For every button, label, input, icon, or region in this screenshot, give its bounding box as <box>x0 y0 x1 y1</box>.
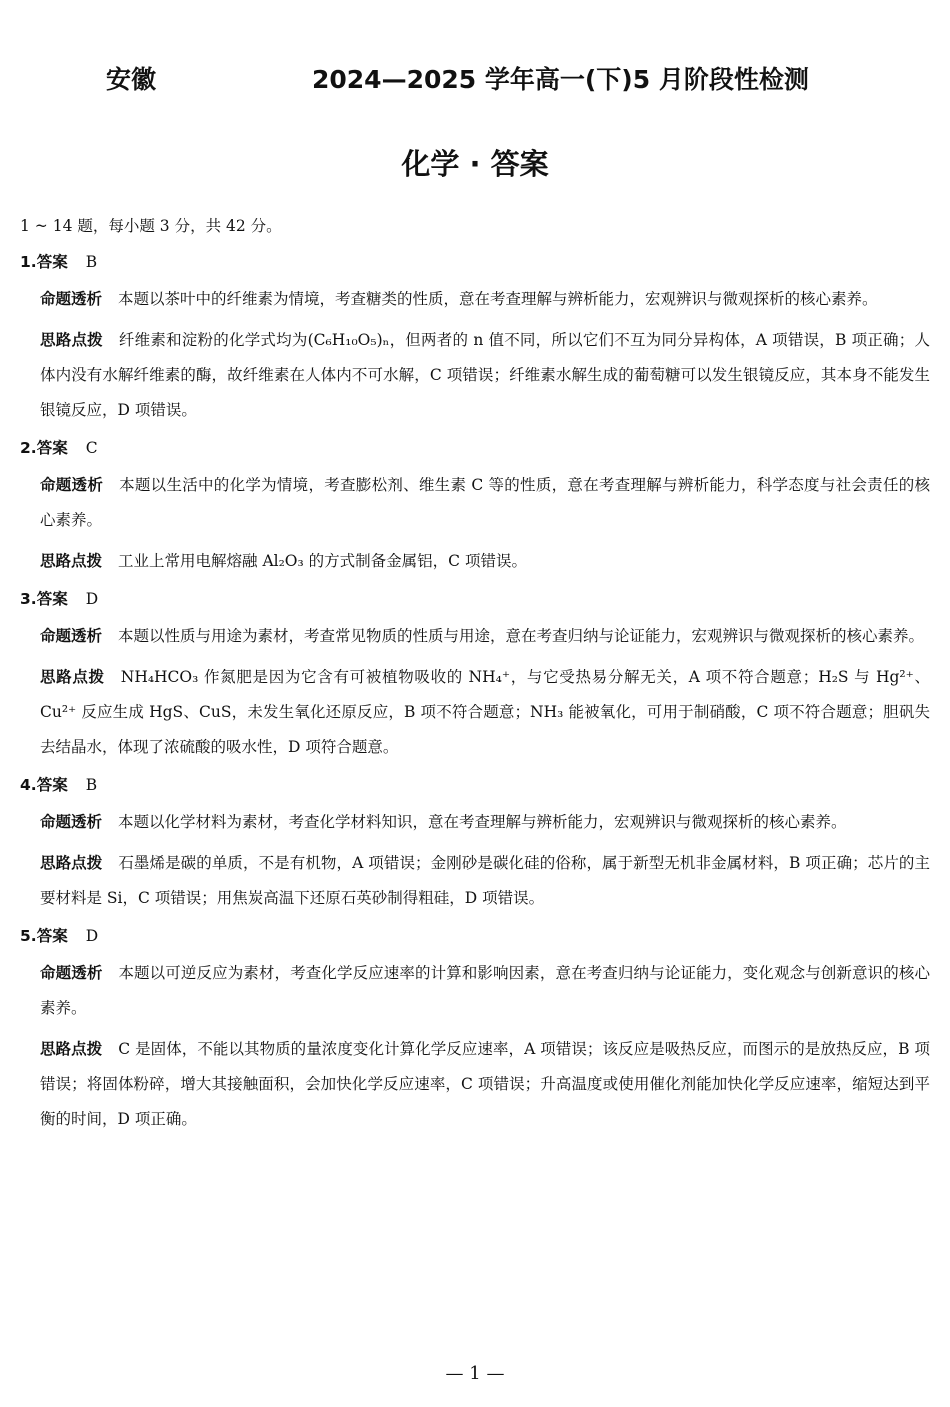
analysis-text: 本题以可逆反应为素材，考查化学反应速率的计算和影响因素，意在考查归纳与论证能力，变化观念与创新意识的核心素养。 <box>40 964 930 1017</box>
question-number: 1. <box>20 253 37 271</box>
answer-content <box>20 212 930 1143</box>
hint-label: 思路点拨 <box>40 1040 103 1058</box>
analysis-label: 命题透析 <box>40 290 103 308</box>
hint-text: 工业上常用电解熔融 Al₂O₃ 的方式制备金属铝，C 项错误。 <box>118 552 527 570</box>
answer-value: D <box>85 590 99 608</box>
hint-label: 思路点拨 <box>40 854 103 872</box>
answer-value: D <box>85 927 99 945</box>
answer-label: 答案 <box>36 439 68 457</box>
analysis-text: 本题以茶叶中的纤维素为情境，考查糖类的性质，意在考查理解与辨析能力，宏观辨识与微观探析的核心素养。 <box>118 290 878 308</box>
question-number: 4. <box>20 776 37 794</box>
analysis-label: 命题透析 <box>40 476 104 494</box>
question-3 <box>20 585 930 765</box>
analysis-text: 本题以性质与用途为素材，考查常见物质的性质与用途，意在考查归纳与论证能力，宏观辨识与微观探析的核心素养。 <box>118 627 925 645</box>
hint-text: C 是固体，不能以其物质的量浓度变化计算化学反应速率，A 项错误；该反应是吸热反应，而图示的是放热反应，B 项错误；将固体粉碎，增大其接触面积，会加快化学反应速率，C 项错误；升高温度或使用催化剂能加快化学反应速率，缩短达到平衡的时间，D 项正确。 <box>40 1040 930 1128</box>
hint-text: 石墨烯是碳的单质，不是有机物，A 项错误；金刚砂是碳化硅的俗称，属于新型无机非金属材料，B 项正确；芯片的主要材料是 Si，C 项错误；用焦炭高温下还原石英砂制得粗硅，D 项错误。 <box>40 854 930 907</box>
question-number: 3. <box>20 590 37 608</box>
exam-region: 安徽 <box>106 65 157 94</box>
question-number: 2. <box>20 439 37 457</box>
analysis-text: 本题以生活中的化学为情境，考查膨松剂、维生素 C 等的性质，意在考查理解与辨析能力，科学态度与社会责任的核心素养。 <box>40 476 930 529</box>
section-intro: 1 ~ 14 题，每小题 3 分，共 42 分。 <box>20 217 282 235</box>
answer-value: C <box>85 439 98 457</box>
answer-label: 答案 <box>36 253 68 271</box>
hint-label: 思路点拨 <box>40 552 103 570</box>
hint-text: NH₄HCO₃ 作氮肥是因为它含有可被植物吸收的 NH₄⁺，与它受热易分解无关，A 项不符合题意；H₂S 与 Hg²⁺、Cu²⁺ 反应生成 HgS、CuS，未发生氧化还原反应，B 项不符合题意；NH₃ 能被氧化，可用于制硝酸，C 项不符合题意；胆矾失去结晶水，体现了浓硫酸的吸水性，D 项符合题意。 <box>40 668 930 756</box>
subject-title: 化学 · 答案 <box>401 147 549 181</box>
header <box>0 60 950 100</box>
answer-label: 答案 <box>36 590 68 608</box>
answer-label: 答案 <box>36 927 68 945</box>
exam-title: 2024—2025 学年高一(下)5 月阶段性检测 <box>312 65 809 94</box>
analysis-text: 本题以化学材料为素材，考查化学材料知识，意在考查理解与辨析能力，宏观辨识与微观探析的核心素养。 <box>118 813 847 831</box>
answer-value: B <box>85 776 98 794</box>
answer-value: B <box>85 253 98 271</box>
analysis-label: 命题透析 <box>40 627 103 645</box>
answer-label: 答案 <box>36 776 68 794</box>
analysis-label: 命题透析 <box>40 813 103 831</box>
page-number: — 1 — <box>445 1363 505 1384</box>
hint-text: 纤维素和淀粉的化学式均为(C₆H₁₀O₅)ₙ，但两者的 n 值不同，所以它们不互为同分异构体，A 项错误，B 项正确；人体内没有水解纤维素的酶，故纤维素在人体内不可水解，C 项错误；纤维素水解生成的葡萄糖可以发生银镜反应，其本身不能发生银镜反应，D 项错误。 <box>40 331 930 419</box>
question-2 <box>20 434 930 579</box>
analysis-label: 命题透析 <box>40 964 103 982</box>
hint-label: 思路点拨 <box>40 331 103 349</box>
question-4 <box>20 771 930 916</box>
hint-label: 思路点拨 <box>40 668 105 686</box>
question-5 <box>20 922 930 1137</box>
question-1 <box>20 248 930 428</box>
question-number: 5. <box>20 927 37 945</box>
